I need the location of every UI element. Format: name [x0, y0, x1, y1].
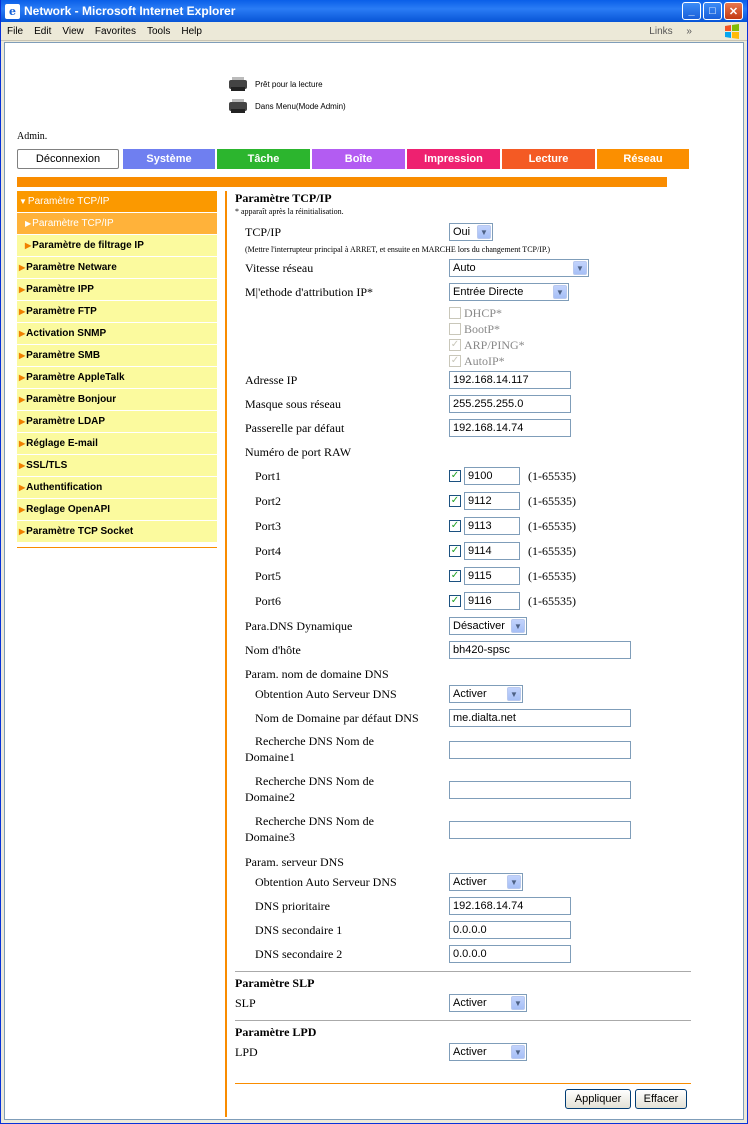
slp-title: Paramètre SLP	[235, 976, 315, 990]
ddns-select[interactable]	[449, 617, 527, 635]
ip-label: Adresse IP	[245, 373, 298, 387]
logout-button[interactable]: Déconnexion	[17, 149, 119, 169]
sidebar-item-appletalk[interactable]: ▶ Paramètre AppleTalk	[17, 367, 217, 389]
port2-input[interactable]: 9112	[464, 492, 520, 510]
links-label: Links	[649, 25, 673, 37]
ddns-select-value: Désactiver	[453, 620, 505, 632]
section-divider	[235, 971, 691, 972]
port5-checkbox[interactable]: ✓	[450, 570, 460, 581]
sidebar-item-label: Activation SNMP	[26, 328, 107, 339]
dns-secondary1-input[interactable]: 0.0.0.0	[449, 921, 571, 939]
tcpip-label: TCP/IP	[245, 225, 282, 239]
auto-server-select[interactable]	[449, 873, 523, 891]
ddns-label: Para.DNS Dynamique	[245, 619, 353, 633]
tab-task[interactable]: Tâche	[217, 149, 310, 169]
printer-ready-icon	[227, 76, 249, 92]
default-domain-label: Nom de Domaine par défaut DNS	[255, 711, 419, 725]
menu-file[interactable]: File	[7, 25, 24, 37]
sidebar-item-bonjour[interactable]: ▶ Paramètre Bonjour	[17, 389, 217, 411]
search-domain2-suffix: Domaine2	[245, 790, 295, 804]
clear-button[interactable]: Effacer	[635, 1089, 687, 1109]
bootp-checkbox[interactable]	[449, 323, 461, 335]
port6-checkbox[interactable]: ✓	[450, 595, 460, 606]
method-select[interactable]	[449, 283, 569, 301]
title-bar	[1, 0, 747, 22]
close-button[interactable]: ✕	[724, 2, 743, 20]
autoip-label: AutoIP*	[464, 353, 505, 368]
port1-label: Port1	[255, 469, 282, 483]
port2-checkbox[interactable]: ✓	[450, 495, 460, 506]
sidebar-item-tcp-socket[interactable]: ▶ Paramètre TCP Socket	[17, 521, 217, 543]
sidebar-item-netware[interactable]: ▶ Paramètre Netware	[17, 257, 217, 279]
sidebar-item-ip-filter[interactable]: ▶ Paramètre de filtrage IP	[17, 235, 217, 257]
bootp-label: BootP*	[464, 321, 501, 336]
chevron-down-icon: ▼	[553, 285, 567, 299]
sidebar-item-label: Paramètre IPP	[26, 284, 94, 295]
port2-label: Port2	[255, 494, 282, 508]
port3-checkbox[interactable]: ✓	[450, 520, 460, 531]
chevron-down-icon: ▼	[511, 619, 525, 633]
chevron-down-icon: ▼	[507, 875, 521, 889]
admin-label: Admin.	[17, 131, 48, 142]
sidebar-item-tcpip-group[interactable]: ▼ Paramètre TCP/IP	[17, 191, 217, 213]
page-title: Paramètre TCP/IP	[235, 191, 332, 205]
status-ready: Prêt pour la lecture	[255, 79, 323, 89]
sidebar-item-label: Reglage OpenAPI	[26, 504, 111, 515]
arp-label: ARP/PING*	[464, 337, 525, 352]
main-tabs	[17, 149, 691, 169]
port4-checkbox[interactable]: ✓	[450, 545, 460, 556]
hostname-label: Nom d'hôte	[245, 643, 301, 657]
sidebar-item-snmp[interactable]: ▶ Activation SNMP	[17, 323, 217, 345]
sidebar	[17, 191, 217, 548]
status-mode: Dans Menu(Mode Admin)	[255, 101, 346, 111]
menu-tools[interactable]: Tools	[146, 25, 171, 37]
dhcp-checkbox[interactable]	[449, 307, 461, 319]
section-divider	[235, 1020, 691, 1021]
window-title: Network - Microsoft Internet Explorer	[24, 4, 236, 18]
ie-icon: e	[5, 4, 20, 19]
sidebar-item-label: Authentification	[26, 482, 103, 493]
search-domain3-label: Recherche DNS Nom de	[255, 814, 374, 828]
sidebar-item-openapi[interactable]: ▶ Reglage OpenAPI	[17, 499, 217, 521]
sidebar-item-email[interactable]: ▶ Réglage E-mail	[17, 433, 217, 455]
menu-edit[interactable]: Edit	[34, 25, 52, 37]
search-domain2-input[interactable]	[449, 781, 631, 799]
page-content	[4, 42, 744, 1120]
tcpip-select-value: Oui	[453, 226, 471, 238]
sidebar-item-label: Paramètre TCP/IP	[27, 196, 110, 207]
search-domain2-label: Recherche DNS Nom de	[255, 774, 374, 788]
lpd-title: Paramètre LPD	[235, 1025, 317, 1039]
auto-server-select-value: Activer	[453, 876, 487, 888]
mask-label: Masque sous réseau	[245, 397, 341, 411]
sidebar-item-label: Paramètre TCP Socket	[26, 526, 134, 537]
maximize-button[interactable]: □	[703, 2, 722, 20]
auto-dns-select-value: Activer	[453, 688, 487, 700]
menu-view[interactable]: View	[62, 25, 84, 37]
dhcp-label: DHCP*	[464, 305, 503, 320]
default-domain-input[interactable]: me.dialta.net	[449, 709, 631, 727]
auto-dns-label: Obtention Auto Serveur DNS	[255, 687, 397, 701]
dns-secondary2-label: DNS secondaire 2	[255, 947, 343, 961]
speed-label: Vitesse réseau	[245, 261, 314, 275]
dns-primary-label: DNS prioritaire	[255, 899, 330, 913]
tab-network[interactable]: Réseau	[597, 149, 689, 169]
port5-input[interactable]: 9115	[464, 567, 520, 585]
arp-checkbox[interactable]: ✓	[450, 339, 460, 350]
chevron-down-icon: ▼	[511, 1045, 525, 1059]
ip-address-input[interactable]: 192.168.14.117	[449, 371, 571, 389]
search-domain3-suffix: Domaine3	[245, 830, 295, 844]
tab-underline	[17, 177, 667, 187]
port4-label: Port4	[255, 544, 282, 558]
sidebar-item-label: Paramètre TCP/IP	[32, 218, 114, 229]
tab-scan[interactable]: Lecture	[502, 149, 595, 169]
chevron-down-icon: ▼	[511, 996, 525, 1010]
content-divider	[225, 191, 227, 1117]
sidebar-item-smb[interactable]: ▶ Paramètre SMB	[17, 345, 217, 367]
auto-dns-select[interactable]	[449, 685, 523, 703]
port4-input[interactable]: 9114	[464, 542, 520, 560]
search-domain3-input[interactable]	[449, 821, 631, 839]
chevron-down-icon: ▼	[477, 225, 491, 239]
tcpip-note: (Mettre l'interrupteur principal à ARRET, et ensuite en MARCHE lors du changement TCP/IP.)	[245, 245, 551, 254]
tab-print[interactable]: Impression	[407, 149, 500, 169]
dns-domain-section: Param. nom de domaine DNS	[245, 667, 389, 681]
search-domain1-input[interactable]	[449, 741, 631, 759]
search-domain1-suffix: Domaine1	[245, 750, 295, 764]
sidebar-divider	[17, 547, 217, 548]
dns-primary-input[interactable]: 192.168.14.74	[449, 897, 571, 915]
menu-favorites[interactable]: Favorites	[94, 25, 136, 37]
method-select-value: Entrée Directe	[453, 286, 524, 298]
port6-input[interactable]: 9116	[464, 592, 520, 610]
chevron-down-icon: ▼	[573, 261, 587, 275]
port1-range: (1-65535)	[528, 468, 576, 483]
port3-input[interactable]: 9113	[464, 517, 520, 535]
chevron-down-icon: ▼	[507, 687, 521, 701]
slp-select-value: Activer	[453, 997, 487, 1009]
lpd-label: LPD	[235, 1045, 258, 1059]
sidebar-item-ftp[interactable]: ▶ Paramètre FTP	[17, 301, 217, 323]
hostname-input[interactable]: bh420-spsc	[449, 641, 631, 659]
dns-secondary1-label: DNS secondaire 1	[255, 923, 343, 937]
reset-note: * apparaît après la réinitialisation.	[235, 207, 344, 216]
dns-secondary2-input[interactable]: 0.0.0.0	[449, 945, 571, 963]
raw-port-label: Numéro de port RAW	[245, 445, 352, 459]
sidebar-item-ipp[interactable]: ▶ Paramètre IPP	[17, 279, 217, 301]
speed-select[interactable]	[449, 259, 589, 277]
port1-checkbox[interactable]: ✓	[450, 470, 460, 481]
search-domain1-label: Recherche DNS Nom de	[255, 734, 374, 748]
autoip-checkbox[interactable]: ✓	[450, 355, 460, 366]
gateway-input[interactable]: 192.168.14.74	[449, 419, 571, 437]
port3-label: Port3	[255, 519, 282, 533]
port6-label: Port6	[255, 594, 282, 608]
sidebar-item-label: Paramètre FTP	[26, 306, 97, 317]
slp-select[interactable]	[449, 994, 527, 1012]
port6-range: (1-65535)	[528, 593, 576, 608]
port5-label: Port5	[255, 569, 282, 583]
windows-logo-icon	[723, 23, 741, 39]
subnet-mask-input[interactable]: 255.255.255.0	[449, 395, 571, 413]
dns-server-section: Param. serveur DNS	[245, 855, 344, 869]
menu-help[interactable]: Help	[181, 25, 202, 37]
sidebar-item-label: Paramètre Bonjour	[26, 394, 117, 405]
sidebar-item-label: SSL/TLS	[26, 460, 68, 471]
sidebar-item-label: Paramètre Netware	[26, 262, 117, 273]
device-status	[227, 73, 346, 117]
method-label: M|'ethode d'attribution IP*	[245, 285, 374, 299]
port3-range: (1-65535)	[528, 518, 576, 533]
port4-range: (1-65535)	[528, 543, 576, 558]
port1-input[interactable]: 9100	[464, 467, 520, 485]
minimize-button[interactable]: _	[682, 2, 701, 20]
tab-box[interactable]: Boîte	[312, 149, 405, 169]
form-bottom-line	[235, 1083, 691, 1084]
printer-admin-icon	[227, 98, 249, 114]
sidebar-item-label: Paramètre LDAP	[26, 416, 106, 427]
lpd-select[interactable]	[449, 1043, 527, 1061]
lpd-select-value: Activer	[453, 1046, 487, 1058]
auto-server-label: Obtention Auto Serveur DNS	[255, 875, 397, 889]
sidebar-item-label: Réglage E-mail	[26, 438, 98, 449]
sidebar-item-auth[interactable]: ▶ Authentification	[17, 477, 217, 499]
sidebar-item-ldap[interactable]: ▶ Paramètre LDAP	[17, 411, 217, 433]
speed-select-value: Auto	[453, 262, 476, 274]
sidebar-item-tcpip[interactable]: ▶ Paramètre TCP/IP	[17, 213, 217, 235]
sidebar-item-ssl[interactable]: ▶ SSL/TLS	[17, 455, 217, 477]
sidebar-item-label: Paramètre AppleTalk	[26, 372, 125, 383]
links-toolbar[interactable]: Links »	[649, 25, 692, 37]
menu-bar	[1, 22, 747, 41]
apply-button[interactable]: Appliquer	[565, 1089, 631, 1109]
sidebar-item-label: Paramètre SMB	[26, 350, 101, 361]
slp-label: SLP	[235, 996, 256, 1010]
settings-form	[235, 191, 691, 1065]
gateway-label: Passerelle par défaut	[245, 421, 345, 435]
port5-range: (1-65535)	[528, 568, 576, 583]
tcpip-select[interactable]	[449, 223, 493, 241]
tab-system[interactable]: Système	[123, 149, 215, 169]
port2-range: (1-65535)	[528, 493, 576, 508]
sidebar-item-label: Paramètre de filtrage IP	[32, 240, 144, 251]
